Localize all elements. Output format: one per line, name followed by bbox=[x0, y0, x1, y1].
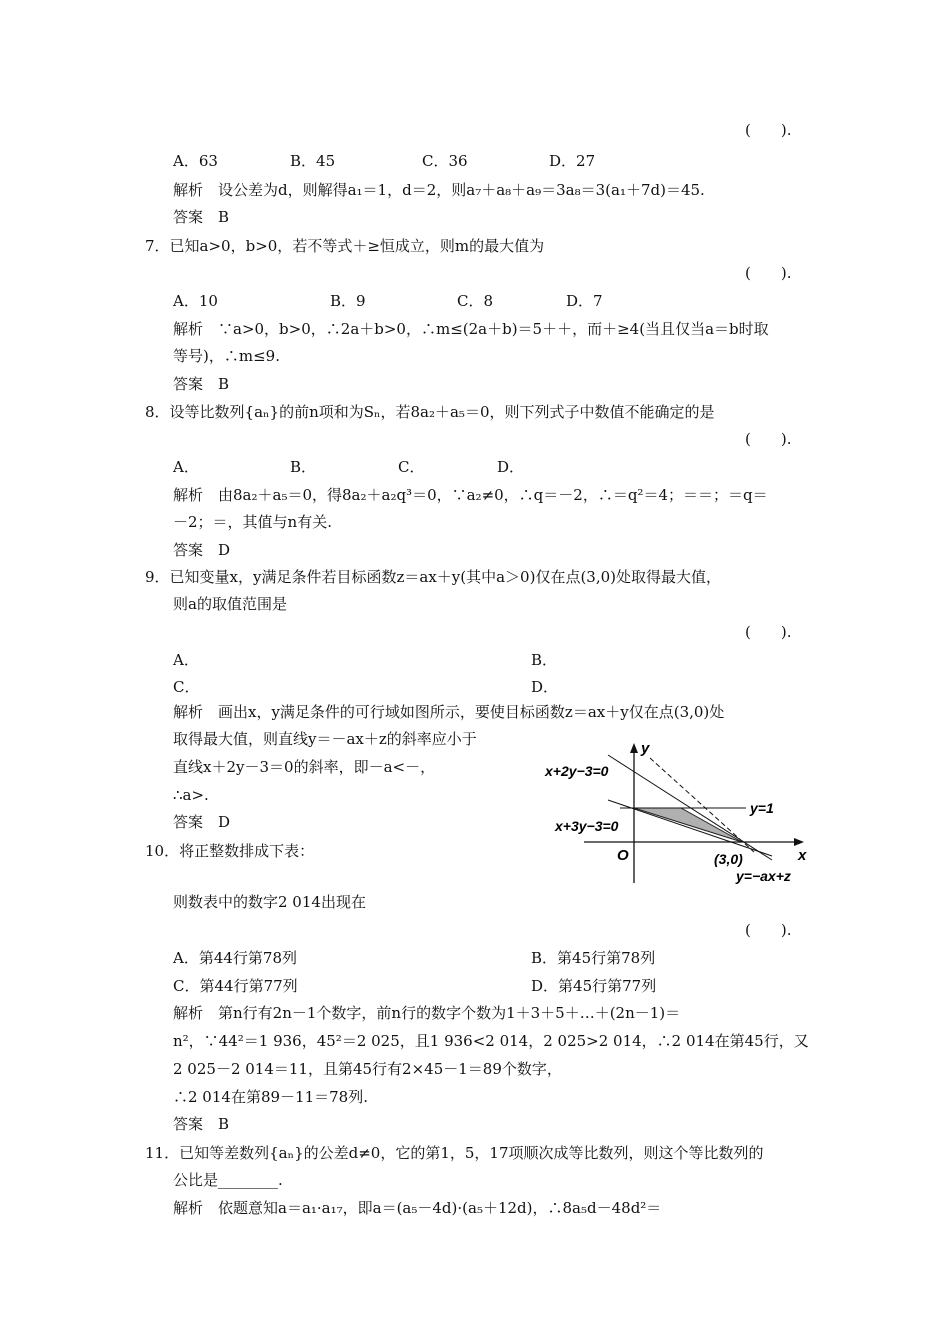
x-axis-arrow-icon bbox=[794, 838, 804, 846]
origin-label: O bbox=[617, 847, 629, 864]
option-a: A．63 bbox=[173, 152, 218, 170]
option-d: D． bbox=[497, 458, 525, 476]
option-d: D．27 bbox=[549, 152, 596, 170]
analysis-text: 2 025－2 014＝11，且第45行有2×45－1＝89个数字， bbox=[173, 1060, 562, 1078]
analysis-text: ∴2 014在第89－11＝78列. bbox=[173, 1088, 368, 1106]
feasible-region bbox=[634, 808, 742, 842]
question-stem: 8．设等比数列{aₙ}的前n项和为Sₙ，若8a₂＋a₅＝0，则下列式子中数值不能确定的是 bbox=[145, 403, 715, 421]
question-stem: 则数表中的数字2 014出现在 bbox=[173, 893, 366, 911]
analysis-text: 取得最大值，则直线y＝－ax＋z的斜率应小于 bbox=[173, 730, 477, 748]
point-label: (3,0) bbox=[714, 851, 743, 867]
option-b: B．第45行第78列 bbox=[531, 949, 656, 967]
answer-paren: ( ). bbox=[745, 921, 792, 939]
option-b: B． bbox=[290, 458, 317, 476]
answer-text: 答案 D bbox=[173, 813, 231, 831]
line1-label: x+2y−3=0 bbox=[545, 763, 609, 779]
target-line bbox=[650, 758, 754, 852]
question-stem: 公比是________. bbox=[173, 1171, 283, 1189]
option-c: C．第44行第77列 bbox=[173, 977, 298, 995]
question-stem: 10．将正整数排成下表： bbox=[145, 842, 315, 860]
analysis-text: 解析 由8a₂＋a₅＝0，得8a₂＋a₂q³＝0，∵a₂≠0，∴q＝－2，∴＝q²＝4；＝＝；＝q＝ bbox=[173, 486, 768, 504]
line4-label: y=−ax+z bbox=[736, 868, 791, 884]
option-a: A． bbox=[173, 651, 199, 669]
option-c: C．36 bbox=[422, 152, 468, 170]
line2-label: y=1 bbox=[750, 800, 774, 816]
answer-paren: ( ). bbox=[745, 430, 792, 448]
answer-paren: ( ). bbox=[745, 264, 792, 282]
x-axis-label: x bbox=[798, 847, 807, 864]
question-stem: 11．已知等差数列{aₙ}的公差d≠0，它的第1，5，17项顺次成等比数列，则这个等比数列的 bbox=[145, 1144, 764, 1162]
analysis-text: ∴a>. bbox=[173, 786, 209, 804]
option-c: C． bbox=[173, 678, 200, 696]
answer-text: 答案 B bbox=[173, 208, 230, 226]
option-c: C．8 bbox=[457, 292, 494, 310]
option-b: B．9 bbox=[330, 292, 366, 310]
option-d: D．7 bbox=[566, 292, 603, 310]
analysis-text: n²，∵44²＝1 936，45²＝2 025，且1 936<2 014，2 025>2 014，∴2 014在第45行，又 bbox=[173, 1032, 809, 1050]
analysis-text: 解析 依题意知a＝a₁·a₁₇，即a＝(a₅－4d)·(a₅＋12d)，∴8a₅d－48d²＝ bbox=[173, 1199, 662, 1217]
analysis-text: 解析 设公差为d，则解得a₁＝1，d＝2，则a₇＋a₈＋a₉＝3a₈＝3(a₁＋7d)＝45. bbox=[173, 181, 705, 199]
option-b: B． bbox=[531, 651, 558, 669]
feasible-region-figure bbox=[540, 738, 820, 888]
option-a: A．10 bbox=[173, 292, 218, 310]
analysis-text: 直线x＋2y－3＝0的斜率，即－a<－， bbox=[173, 758, 436, 776]
analysis-text: 解析 画出x，y满足条件的可行域如图所示，要使目标函数z＝ax＋y仅在点(3,0)处 bbox=[173, 703, 725, 721]
answer-paren: ( ). bbox=[745, 121, 792, 139]
answer-paren: ( ). bbox=[745, 623, 792, 641]
question-stem: 9．已知变量x，y满足条件若目标函数z＝ax＋y(其中a＞0)仅在点(3,0)处取得最大值， bbox=[145, 568, 722, 586]
analysis-text: 解析 第n行有2n－1个数字，前n行的数字个数为1＋3＋5＋…＋(2n－1)＝ bbox=[173, 1004, 681, 1022]
y-axis-label: y bbox=[641, 740, 650, 757]
option-d: D． bbox=[531, 678, 559, 696]
option-a: A．第44行第78列 bbox=[173, 949, 298, 967]
answer-text: 答案 D bbox=[173, 541, 231, 559]
answer-text: 答案 B bbox=[173, 1115, 230, 1133]
question-stem: 则a的取值范围是 bbox=[173, 595, 287, 613]
option-d: D．第45行第77列 bbox=[531, 977, 657, 995]
analysis-text: 解析 ∵a>0，b>0，∴2a＋b>0，∴m≤(2a＋b)＝5＋＋，而＋≥4(当且仅当a＝b时取 bbox=[173, 320, 769, 338]
question-stem: 7．已知a>0，b>0，若不等式＋≥恒成立，则m的最大值为 bbox=[145, 237, 545, 255]
answer-text: 答案 B bbox=[173, 375, 230, 393]
line3-label: x+3y−3=0 bbox=[555, 818, 619, 834]
analysis-text: －2；＝，其值与n有关. bbox=[173, 513, 332, 531]
analysis-text: 等号)，∴m≤9. bbox=[173, 347, 280, 365]
option-c: C． bbox=[398, 458, 425, 476]
y-axis-arrow-icon bbox=[630, 743, 638, 753]
option-b: B．45 bbox=[290, 152, 336, 170]
option-a: A． bbox=[173, 458, 199, 476]
